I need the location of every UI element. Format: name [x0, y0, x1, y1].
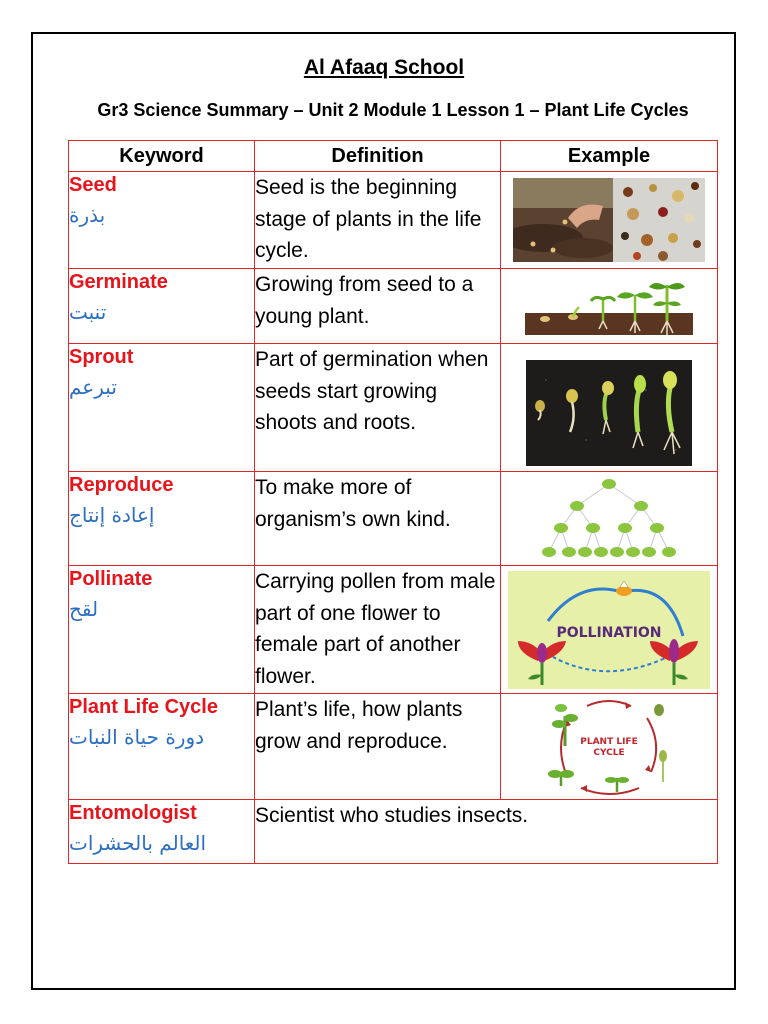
keyword-cell [69, 472, 255, 566]
keyword-arabic: دورة حياة النبات [69, 725, 205, 749]
keyword-english: Seed [69, 174, 117, 196]
definition-cell: Growing from seed to a young plant. [255, 269, 501, 344]
keyword-arabic: العالم بالحشرات [69, 831, 207, 855]
life-cycle-label-1: PLANT LIFE [580, 737, 638, 747]
keyword-cell [69, 566, 255, 694]
keyword-english: Plant Life Cycle [69, 696, 218, 718]
table-row [69, 269, 718, 344]
keyword-cell [69, 172, 255, 269]
table-row [69, 172, 718, 269]
keyword-arabic: تبرعم [69, 375, 117, 399]
definition-cell: Carrying pollen from male part of one flower to female part of another flower. [255, 566, 501, 694]
germination-stages-icon [525, 275, 693, 339]
definition-cell: Plant’s life, how plants grow and reproduce. [255, 694, 501, 800]
keyword-arabic: بذرة [69, 203, 106, 227]
keyword-english: Pollinate [69, 568, 153, 590]
keyword-cell [69, 344, 255, 472]
keyword-english: Reproduce [69, 474, 174, 496]
table-row [69, 566, 718, 694]
sprouting-seeds-icon [526, 360, 692, 466]
keyword-english: Germinate [69, 271, 168, 293]
example-cell [501, 694, 718, 800]
keyword-arabic: إعادة إنتاج [69, 503, 155, 527]
keyword-cell [69, 269, 255, 344]
example-cell [501, 344, 718, 472]
summary-subtitle: Gr3 Science Summary – Unit 2 Module 1 Lesson 1 – Plant Life Cycles [97, 100, 689, 120]
table-row [69, 694, 718, 800]
life-cycle-label-2: CYCLE [593, 748, 625, 758]
definition-cell: Seed is the beginning stage of plants in the life cycle. [255, 172, 501, 269]
definition-cell: Part of germination when seeds start growing shoots and roots. [255, 344, 501, 472]
example-cell [501, 269, 718, 344]
keyword-arabic: تنبت [69, 300, 107, 324]
keyword-header: Keyword [69, 141, 255, 172]
example-cell [501, 566, 718, 694]
keyword-english: Entomologist [69, 802, 197, 824]
keyword-cell [69, 800, 255, 864]
keyword-arabic: لقح [69, 597, 99, 621]
example-cell [501, 472, 718, 566]
school-name: Al Afaaq School [303, 56, 465, 79]
table-header-row [69, 141, 718, 172]
definition-cell: Scientist who studies insects. [255, 800, 718, 864]
example-header: Example [501, 141, 718, 172]
example-cell [501, 172, 718, 269]
life-cycle-diagram-icon [543, 696, 675, 798]
pollination-label: POLLINATION [556, 625, 662, 641]
keyword-english: Sprout [69, 346, 134, 368]
reproduction-tree-icon [539, 476, 679, 562]
pollination-diagram-icon [508, 571, 710, 689]
summary-table [68, 140, 718, 864]
definition-header: Definition [255, 141, 501, 172]
table-row [69, 344, 718, 472]
table-row [69, 800, 718, 864]
definition-cell: To make more of organism’s own kind. [255, 472, 501, 566]
seeds-photo-icon [513, 178, 705, 262]
table-row [69, 472, 718, 566]
keyword-cell [69, 694, 255, 800]
